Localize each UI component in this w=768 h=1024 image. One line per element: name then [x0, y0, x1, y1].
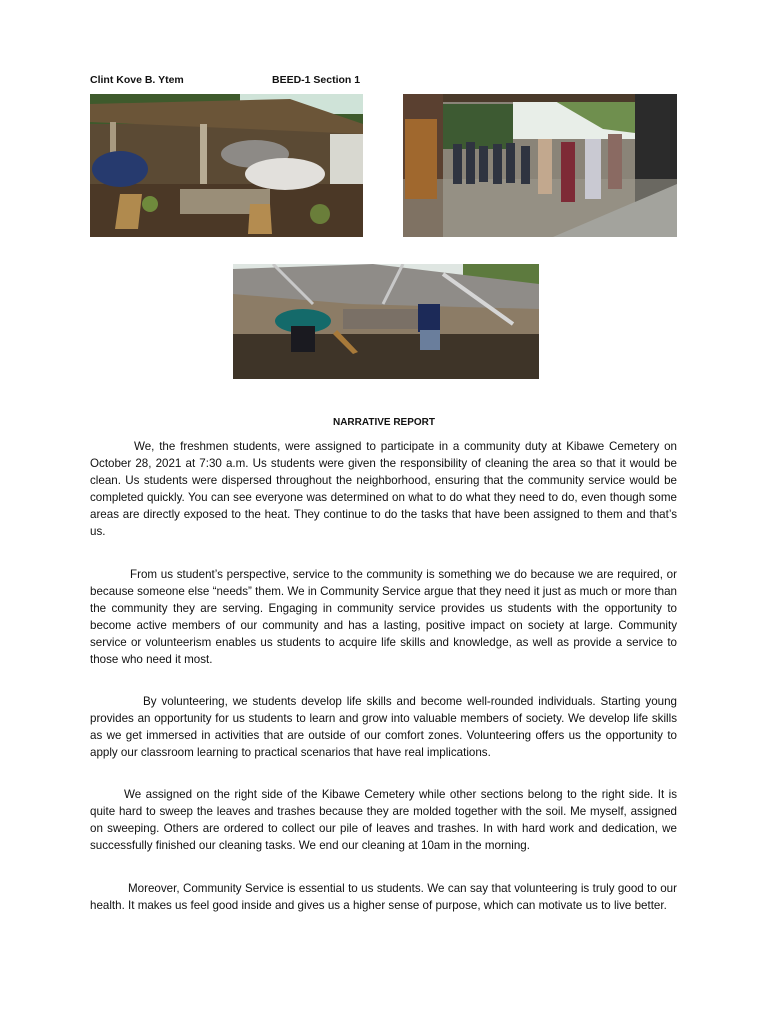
report-paragraph: From us student’s perspective, service to the community is something we do because we are required, or because someone else “needs” them. We in Community Service argue that they need it just as much or more than the community they are serving. Engaging in community service provides us students with the opportunity to become active members of our community and has a lasting, positive impact on society at large. Community service or volunteerism enables us students to acquire life skills and knowledge, as well as provide a service to those who need it most. [90, 568, 677, 666]
report-paragraph: Moreover, Community Service is essential to us students. We can say that volunteering is truly good to our health. It makes us feel good inside and gives us a higher sense of purpose, which can motivate us to live better. [90, 882, 677, 912]
photo-students-gathered-building [403, 94, 677, 237]
student-name: Clint Kove B. Ytem [90, 74, 184, 86]
report-title: NARRATIVE REPORT [332, 417, 436, 428]
document-header [90, 74, 690, 88]
student-section: BEED-1 Section 1 [272, 74, 361, 86]
photo-students-cleaning-debris [233, 264, 539, 379]
report-paragraph: We assigned on the right side of the Kibawe Cemetery while other sections belong to the right side. It is quite hard to sweep the leaves and trashes because they are molded together with the soil. Me myself, assigned on sweeping. Others are ordered to collect our pile of leaves and trashes. In with hard work and dedication, we successfully finished our cleaning tasks. We end our cleaning at 10am in the morning. [90, 788, 677, 852]
report-paragraph: By volunteering, we students develop life skills and become well-rounded individuals. Starting young provides an opportunity for us students to learn and grow into valuable members of society. We develop life skills as we get immersed in activities that are outside of our comfort zones. Volunteering offers us the opportunity to apply our classroom learning to practical scenarios that have real implications. [90, 695, 677, 759]
report-paragraph: We, the freshmen students, were assigned to participate in a community duty at Kibawe Cemetery on October 28, 2021 at 7:30 a.m. Us students were given the responsibility of cleaning the area so that it would be clean. Us students were dispersed throughout the neighborhood, ensuring that the community service would be completed quickly. You can see everyone was determined on what to do what they need to do, even though some areas are directly exposed to the heat. They continue to do the tasks that have been assigned to them and that’s us. [90, 440, 677, 538]
photo-students-sweeping-shelter [90, 94, 363, 237]
